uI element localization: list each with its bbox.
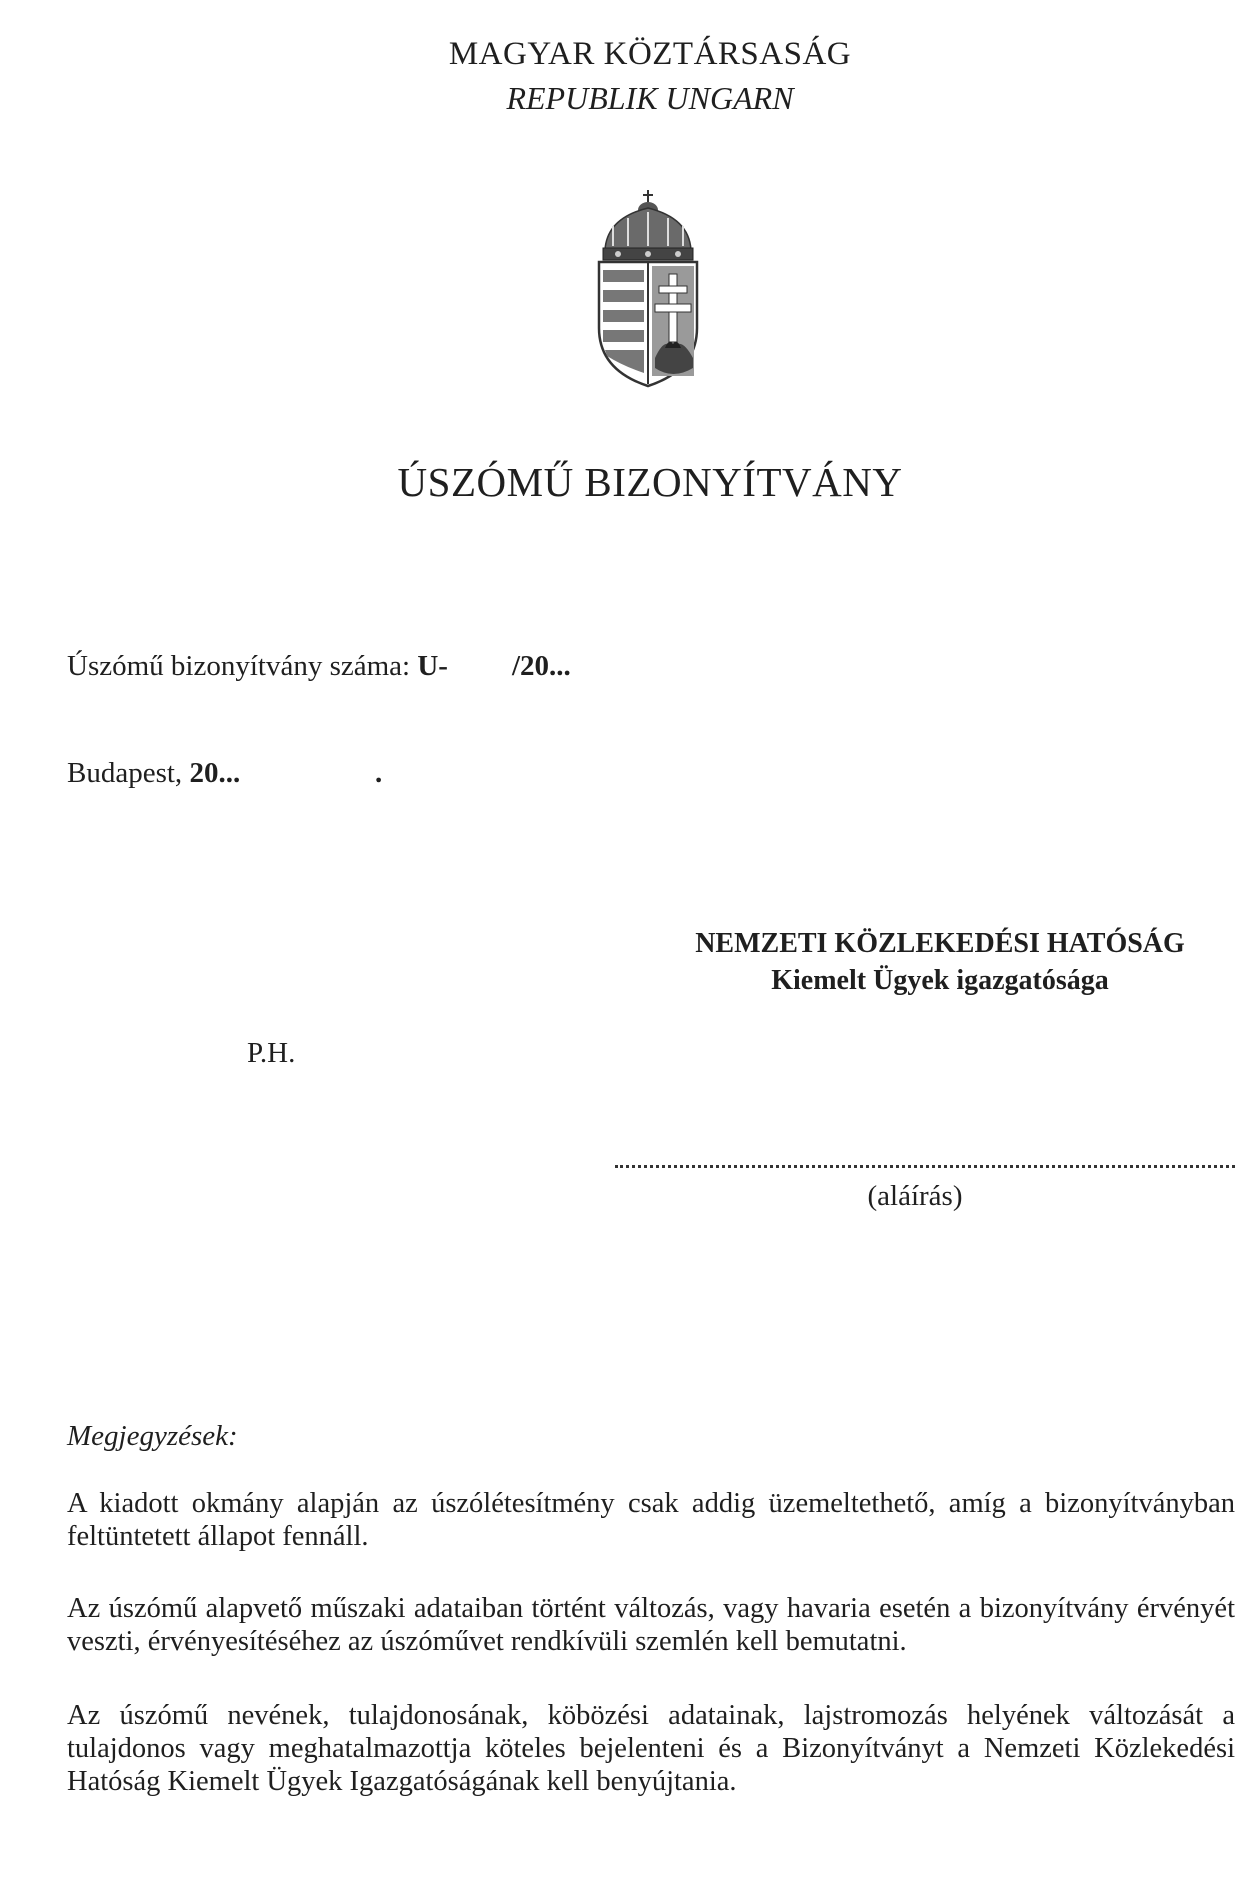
issue-date-dot: . [375,757,383,789]
note-paragraph: Az úszómű nevének, tulajdonosának, köbözési adatainak, lajstromozás helyének változását a tulajdonos vagy meghatalmazottja köteles bejelenteni és a Bizonyítványt a Nemzeti Közlekedési Hatóság Kiemelt Ügyek Igazgatóságának kell benyújtania. [67,1700,1235,1797]
country-name-hungarian: MAGYAR KÖZTÁRSASÁG [448,36,852,72]
signature-label: (aláírás) [867,1180,963,1212]
certificate-number-row [67,650,571,683]
authority-name: NEMZETI KÖZLEKEDÉSI HATÓSÁG [695,928,1185,959]
issue-date-row [67,757,383,790]
document-title: ÚSZÓMŰ BIZONYÍTVÁNY [397,459,903,505]
issue-place: Budapest, [67,757,183,789]
signature-line [615,1165,1235,1168]
issue-year: 20... [189,757,241,789]
note-paragraph: Az úszómű alapvető műszaki adataiban történt változás, vagy havaria esetén a bizonyítvány érvényét veszti, érvényesítéséhez az úszóművet rendkívüli szemlén kell bemutatni. [67,1593,1235,1657]
certificate-number-suffix: /20... [511,650,571,682]
note-paragraph: A kiadott okmány alapján az úszólétesítmény csak addig üzemeltethető, amíg a bizonyítványban feltüntetett állapot fennáll. [67,1488,1235,1552]
coat-of-arms-icon [593,188,703,388]
certificate-number-label: Úszómű bizonyítvány száma: [67,650,411,682]
country-name-german: REPUBLIK UNGARN [506,80,794,116]
authority-department: Kiemelt Ügyek igazgatósága [771,965,1109,996]
notes-heading: Megjegyzések: [67,1420,238,1452]
stamp-placeholder: P.H. [247,1037,296,1069]
certificate-number-prefix: U- [417,650,448,682]
